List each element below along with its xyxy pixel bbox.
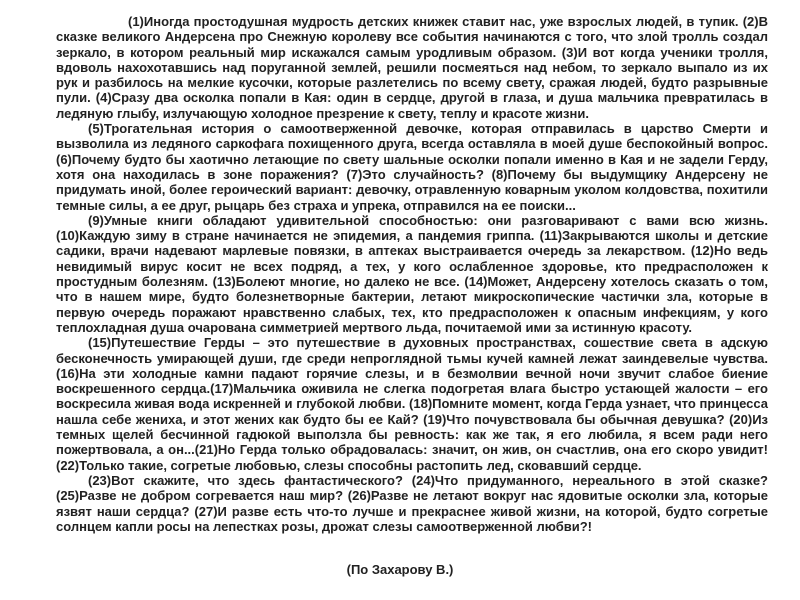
text-body (56, 14, 768, 534)
paragraph-1: (1)Иногда простодушная мудрость детских книжек ставит нас, уже взрослых людей, в тупик. (2)В сказке великого Андерсена про Снежную королеву все события начинаются с того, что злой тролль создал зеркало, в котором реальный мир искажался самым уродливым образом. (3)И вот когда ученики тролля, вдоволь нахохотавшись над поруганной землей, решили посмеяться над небом, то зеркало выпало из их рук и разбилось на мелкие кусочки, которые разлетелись по всему свету, сражая людей, будто разрывные пули. (4)Сразу два осколка попали в Кая: один в сердце, другой в глаза, и душа мальчика превратилась в ледяную глыбу, излучающую холодное презрение к свету, теплу и красоте жизни. (56, 14, 768, 121)
paragraph-2: (5)Трогательная история о самоотверженной девочке, которая отправилась в царство Смерти и вызволила из ледяного саркофага похищенного друга, всегда оставляла в моей душе беспокойный вопрос. (6)Почему будто бы хаотично летающие по свету шальные осколки попали именно в Кая и не задели Герду, хотя она находилась в зоне поражения? (7)Это случайность? (8)Почему бы выдумщику Андерсену не придумать иной, более героический вариант: девочку, отравленную коварным уколом колдовства, похитили темные силы, а ее друг, рыцарь без страха и упрека, отправился на ее поиски... (56, 121, 768, 213)
paragraph-3: (9)Умные книги обладают удивительной способностью: они разговаривают с вами всю жизнь. (10)Каждую зиму в стране начинается не эпидемия, а пандемия гриппа. (11)Закрываются школы и детские садики, врачи надевают марлевые повязки, в аптеках выстраивается очередь за лекарством. (12)Но ведь невидимый вирус косит не всех подряд, а тех, у кого ослабленное здоровье, кто предрасположен к простудным болезням. (13)Болеют многие, но далеко не все. (14)Может, Андерсену хотелось сказать о том, что в нашем мире, будто болезнетворные бактерии, летают микроскопические частички зла, которые в первую очередь поражают нравственно слабых, тех, кто предрасположен к опасным инфекциям, у кого теплохладная душа очарована симметрией мертвого льда, почитаемой ими за истинную красоту. (56, 212, 768, 335)
paragraph-5: (23)Вот скажите, что здесь фантастического? (24)Что придуманного, нереального в этой сказке? (25)Разве не добром согревается наш мир? (26)Разве не летают вокруг нас ядовитые осколки зла, которые язвят наши сердца? (27)И разве есть что-то лучше и прекраснее живой жизни, на которой, будто согретые солнцем капли росы на лепестках розы, дрожат слезы самоотверженной любви?! (56, 472, 768, 534)
paragraph-4: (15)Путешествие Герды – это путешествие в духовных пространствах, сошествие света в адскую бесконечность умирающей души, где среди непроглядной тьмы кучей камней лежат заиндевелые чувства. (16)На эти холодные камни падают горячие слезы, и в безмолвии вечной ночи звучит слабое биение воскрешенного сердца.(17)Мальчика оживила не слегка подогретая влага быстро устающей жалости – его воскресила живая вода искренней и глубокой любви. (18)Помните момент, когда Герда узнает, что принцесса нашла себе жениха, и этот жених как будто бы ее Кай? (19)Что почувствовала бы обычная девушка? (20)Из темных щелей бесчинной гадюкой выползла бы ревность: как же так, я его любила, я всем ради него пожертвовала, а он...(21)Но Герда только обрадовалась: значит, он жив, он счастлив, она его скоро увидит! (22)Только такие, согретые любовью, слезы способны растопить лед, сковавший сердце. (56, 335, 768, 473)
author-attribution: (По Захарову В.) (346, 562, 454, 577)
